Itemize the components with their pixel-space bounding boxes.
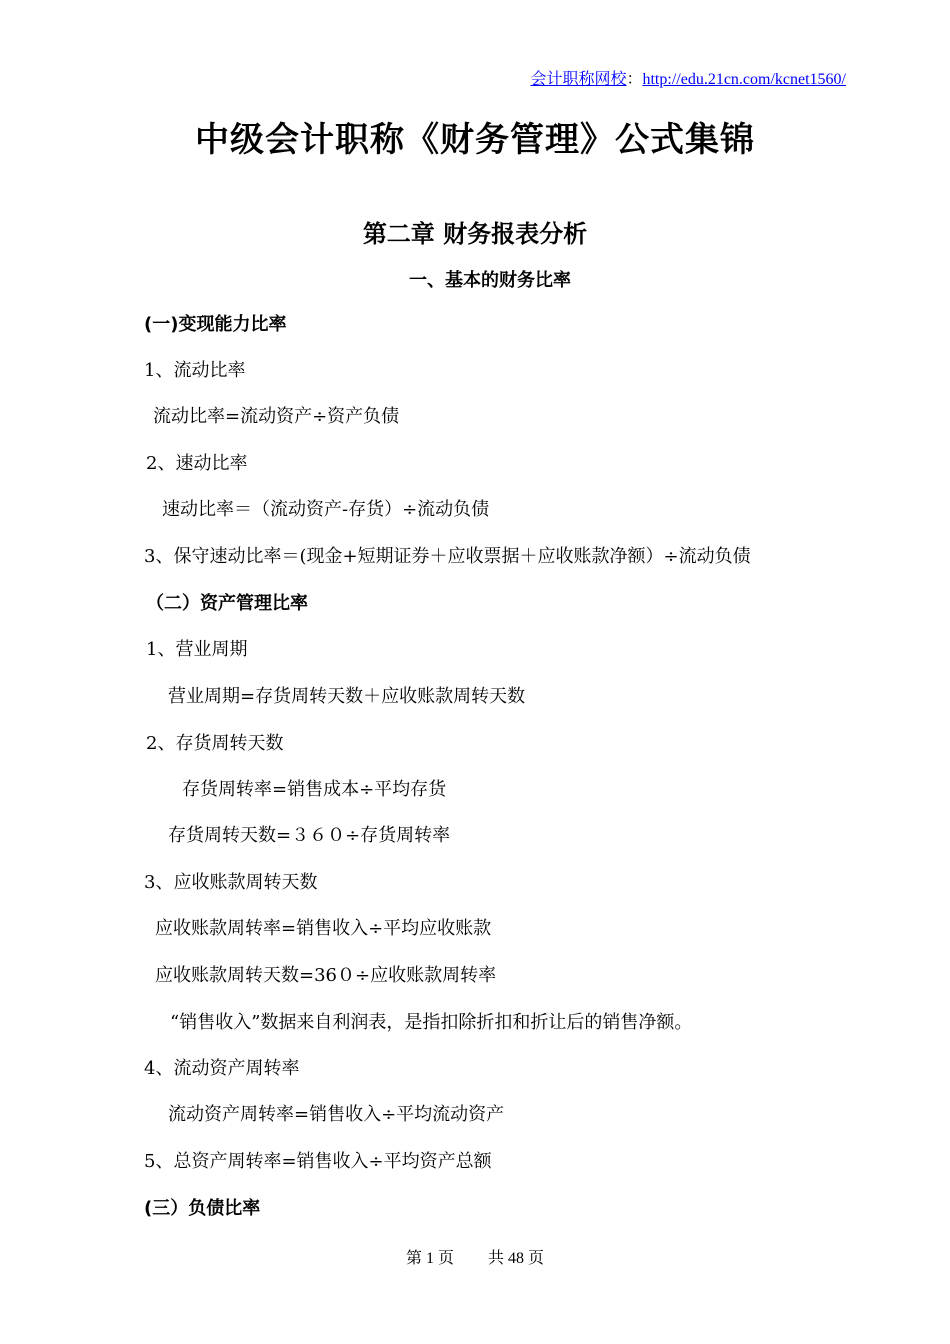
page-footer [0,1245,950,1268]
item-heading-inventory-days: 2、存货周转天数 [146,733,284,754]
header-separator: ： [626,71,643,88]
item-heading-current-asset-turnover: 4、流动资产周转率 [144,1058,300,1079]
item-heading-operating-cycle: 1、营业周期 [146,639,248,660]
formula-receivable-turnover: 应收账款周转率=销售收入÷平均应收账款 [155,918,492,939]
page-total: 共 48 页 [488,1250,545,1267]
formula-receivable-days: 应收账款周转天数=36０÷应收账款周转率 [155,965,497,986]
formula-current-asset-turnover: 流动资产周转率=销售收入÷平均流动资产 [168,1104,505,1125]
formula-total-asset-turnover: 5、总资产周转率=销售收入÷平均资产总额 [144,1151,492,1172]
chapter-title: 第二章 财务报表分析 [362,220,588,248]
subsection-heading-asset-management: （二）资产管理比率 [146,593,308,614]
item-heading-current-ratio: 1、流动比率 [144,360,246,381]
formula-current-ratio: 流动比率=流动资产÷资产负债 [153,406,400,427]
subsection-heading-liquidity: (一)变现能力比率 [144,314,287,335]
note-sales-revenue: “销售收入”数据来自利润表，是指扣除折扣和折让后的销售净额。 [170,1012,693,1033]
header-link [530,66,846,89]
formula-operating-cycle: 营业周期=存货周转天数＋应收账款周转天数 [168,686,526,707]
subsection-heading-debt-ratio: (三）负债比率 [144,1198,261,1219]
section-title: 一、基本的财务比率 [409,270,571,291]
page-number: 第 1 页 [405,1250,454,1267]
formula-quick-ratio: 速动比率＝（流动资产-存货）÷流动负债 [162,499,490,520]
document-title: 中级会计职称《财务管理》公式集锦 [195,120,755,160]
formula-inventory-days: 存货周转天数=３６０÷存货周转率 [168,825,451,846]
item-heading-quick-ratio: 2、速动比率 [146,453,248,474]
item-heading-receivable-days: 3、应收账款周转天数 [144,872,318,893]
formula-inventory-turnover: 存货周转率=销售成本÷平均存货 [182,779,447,800]
school-url-link[interactable]: http://edu.21cn.com/kcnet1560/ [642,71,846,88]
formula-conservative-quick-ratio: 3、保守速动比率＝(现金+短期证券＋应收票据＋应收账款净额）÷流动负债 [144,546,751,567]
school-name-link[interactable]: 会计职称网校 [530,71,627,88]
